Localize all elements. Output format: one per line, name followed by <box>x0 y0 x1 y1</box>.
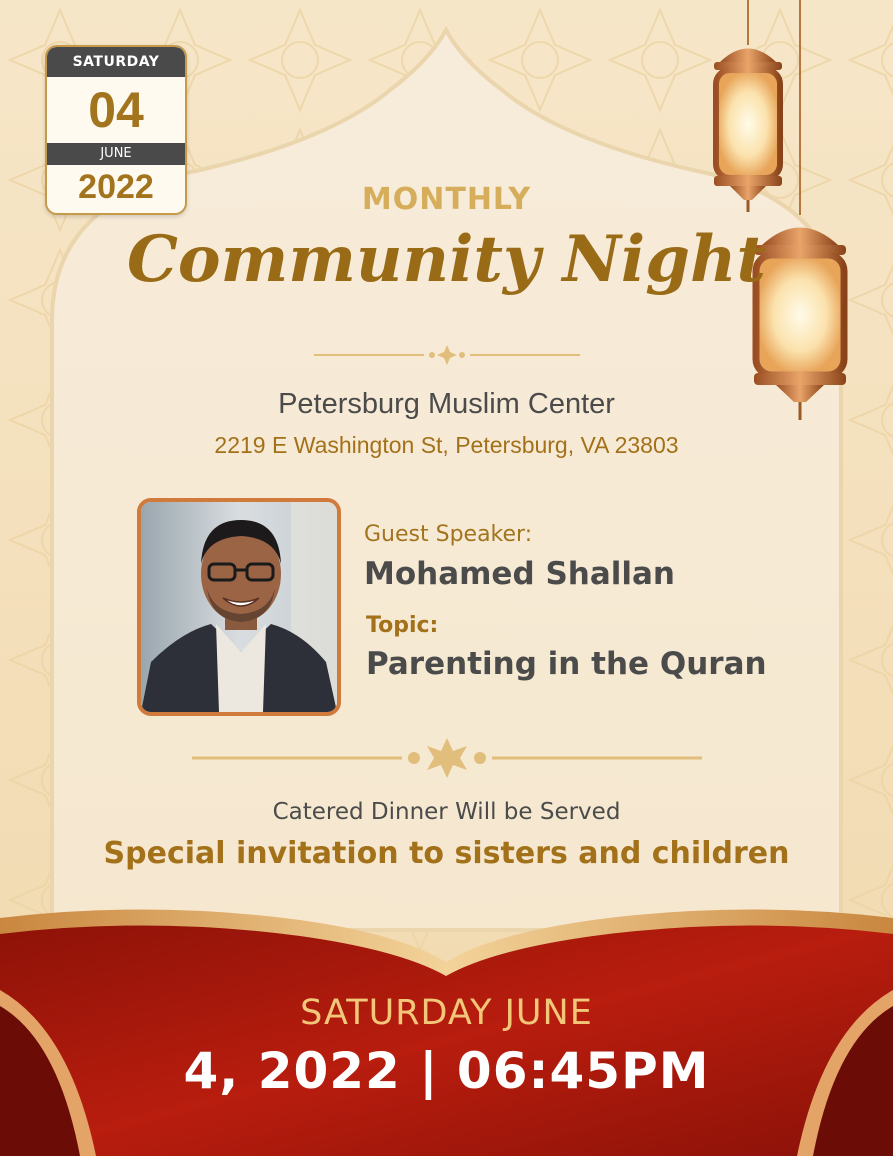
dinner-note: Catered Dinner Will be Served <box>272 799 621 825</box>
guest-speaker-name: Mohamed Shallan <box>364 556 675 592</box>
calendar-day: 04 <box>88 82 144 138</box>
calendar-weekday: SATURDAY <box>47 47 185 77</box>
invitation-note: Special invitation to sisters and children <box>103 836 790 871</box>
topic-value: Parenting in the Quran <box>366 646 767 682</box>
venue-address: 2219 E Washington St, Petersburg, VA 23803 <box>214 432 679 458</box>
ornament-divider-small <box>314 344 580 366</box>
guest-speaker-label: Guest Speaker: <box>364 522 533 547</box>
footer-date-line: SATURDAY JUNE <box>300 993 593 1033</box>
speaker-photo <box>137 498 341 716</box>
topic-label: Topic: <box>366 613 439 638</box>
event-title: Community Night <box>126 222 767 297</box>
ornament-divider-large <box>192 738 702 778</box>
calendar-month: JUNE <box>47 143 185 165</box>
calendar-year: 2022 <box>78 168 154 206</box>
footer-datetime-line: 4, 2022 | 06:45PM <box>183 1042 710 1100</box>
event-kicker: MONTHLY <box>361 182 532 217</box>
venue-name: Petersburg Muslim Center <box>278 388 615 420</box>
